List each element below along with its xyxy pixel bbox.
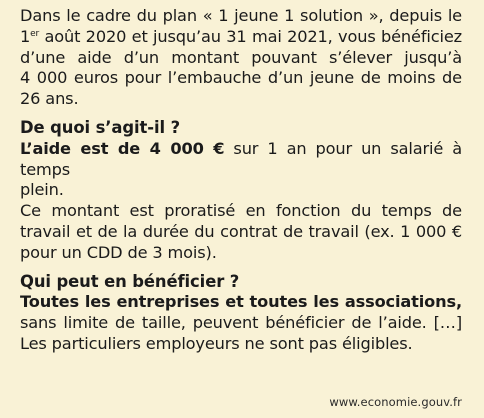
section-1-body <box>20 139 462 264</box>
section-2-line-2: sans limite de taille, peuvent bénéficier de l’aide. […] <box>20 313 462 333</box>
section-2-line-3: Les particuliers employeurs ne sont pas éligibles. <box>20 333 413 353</box>
intro-line-2-rest: août 2020 et jusqu’au 31 mai 2021, vous bénéficiez <box>39 26 462 46</box>
section-2-body <box>20 292 462 354</box>
source-url: www.economie.gouv.fr <box>329 395 462 409</box>
intro-line-2-prefix: 1 <box>20 26 31 46</box>
intro-line-2-ordinal: er <box>30 28 40 39</box>
section-1-line-5: pour un CDD de 3 mois). <box>20 242 217 262</box>
section-1-line-3: Ce montant est proratisé en fonction du temps de <box>20 201 462 221</box>
intro-line-2 <box>20 27 462 48</box>
section-2-bold-line <box>20 292 462 313</box>
section-1-title: De quoi s’agit-il ? <box>20 117 180 137</box>
intro-line-4: 4 000 euros pour l’embauche d’un jeune de moins de <box>20 68 462 88</box>
intro-line-5: 26 ans. <box>20 89 79 109</box>
intro-line-1: Dans le cadre du plan « 1 jeune 1 solution », depuis le <box>20 6 462 25</box>
intro-paragraph <box>20 6 462 110</box>
section-2-title: Qui peut en bénéficier ? <box>20 271 240 291</box>
section-1-line-1 <box>20 139 462 181</box>
section-1-line-2: plein. <box>20 180 64 200</box>
section-1-line-4: travail et de la durée du contrat de travail (ex. 1 000 € <box>20 221 462 241</box>
section-1-line-1-rest: sur 1 an pour un salarié à temps <box>20 138 462 179</box>
section-1-bold-lead: L’aide est de 4 000 € <box>20 138 225 158</box>
section-2-bold-text: Toutes les entreprises et toutes les associations, <box>20 292 462 312</box>
intro-line-3: d’une aide d’un montant pouvant s’élever jusqu’à <box>20 47 462 67</box>
